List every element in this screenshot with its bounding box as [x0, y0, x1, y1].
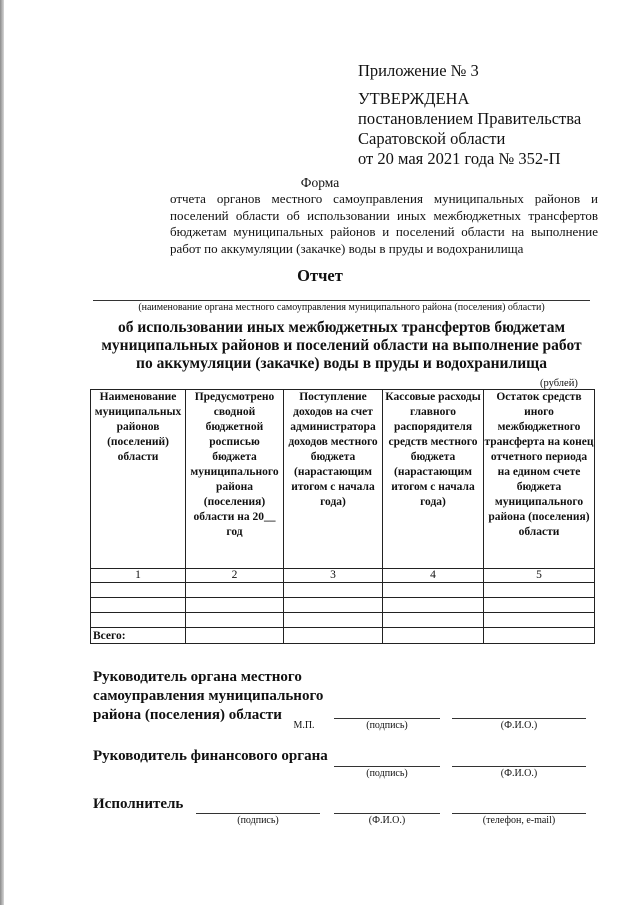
- table-cell: [284, 583, 383, 598]
- table-number-row: [91, 569, 595, 583]
- table-row: [91, 598, 595, 613]
- report-subtitle: [93, 319, 590, 373]
- header-cell: Остаток средств иного межбюджетного трансферта на конец отчетного периода на едином счете бюджета муниципального района (поселения) области: [484, 390, 595, 569]
- total-label: Всего:: [91, 628, 186, 644]
- approved-label: УТВЕРЖДЕНА: [358, 89, 470, 108]
- column-number: 4: [383, 569, 484, 583]
- table-cell: [383, 613, 484, 628]
- head-name-caption: (Ф.И.О.): [500, 720, 538, 731]
- finance-signatory-label: Руководитель финансового органа: [93, 748, 328, 764]
- subtitle-line-3: по аккумуляции (закачке) воды в пруды и водохранилища: [136, 355, 547, 372]
- column-number: 3: [284, 569, 383, 583]
- header-cell: Наименование муниципальных районов (поселений) области: [91, 390, 186, 569]
- approved-line-3: от 20 мая 2021 года № 352-П: [358, 149, 561, 168]
- table-total-row: [91, 628, 595, 644]
- table-cell: [383, 598, 484, 613]
- table-row: [91, 583, 595, 598]
- report-table: [90, 389, 595, 644]
- column-number: 2: [186, 569, 284, 583]
- approved-line-1: постановлением Правительства: [358, 109, 582, 128]
- finance-signature-line: [334, 766, 440, 767]
- executor-name-caption: (Ф.И.О.): [368, 815, 406, 826]
- head-signatory-label: [93, 668, 323, 725]
- table-row: [91, 613, 595, 628]
- subtitle-line-1: об использовании иных межбюджетных трансфертов бюджетам: [117, 319, 566, 336]
- executor-name-line: [334, 813, 440, 814]
- head-signature-caption: (подпись): [366, 720, 408, 731]
- header-cell: Предусмотрено сводной бюджетной росписью бюджета муниципального района (поселения) области на 20__ год: [186, 390, 284, 569]
- header-cell: Поступление доходов на счет администратора доходов местного бюджета (нарастающим итогом с начала года): [284, 390, 383, 569]
- table-cell: [186, 613, 284, 628]
- head-line-1: Руководитель органа местного: [93, 669, 302, 685]
- approved-line-2: Саратовской области: [358, 129, 506, 148]
- table-cell: [186, 583, 284, 598]
- table-cell: [284, 613, 383, 628]
- appendix-block: [358, 61, 581, 169]
- org-name-caption: (наименование органа местного самоуправления муниципального района (поселения) области): [138, 302, 545, 313]
- table-cell: [91, 583, 186, 598]
- executor-contact-line: [452, 813, 586, 814]
- table-cell: [284, 628, 383, 644]
- stamp-label: М.П.: [293, 720, 315, 731]
- table-cell: [91, 598, 186, 613]
- executor-signature-line: [196, 813, 320, 814]
- head-line-2: самоуправления муниципального: [93, 688, 324, 704]
- finance-name-line: [452, 766, 586, 767]
- table-cell: [284, 598, 383, 613]
- head-signature-line: [334, 718, 440, 719]
- form-label: Форма: [300, 175, 340, 190]
- head-line-3: района (поселения) области: [93, 707, 282, 723]
- column-number: 1: [91, 569, 186, 583]
- table-cell: [383, 583, 484, 598]
- executor-signature-caption: (подпись): [237, 815, 279, 826]
- form-description: отчета органов местного самоуправления муниципальных районов и поселений области об использовании иных межбюджетных трансфертов бюджетам муниципальных районов и поселений области на выполнение работ по аккумуляции (закачке) воды в пруды и водохранилища: [170, 191, 598, 256]
- executor-contact-caption: (телефон, e-mail): [482, 815, 556, 826]
- subtitle-line-2: муниципальных районов и поселений области на выполнение работ: [101, 337, 582, 354]
- table-cell: [186, 598, 284, 613]
- finance-name-caption: (Ф.И.О.): [500, 768, 538, 779]
- finance-signature-caption: (подпись): [366, 768, 408, 779]
- table-header-row: [91, 390, 595, 569]
- table-cell: [186, 628, 284, 644]
- table-cell: [383, 628, 484, 644]
- column-number: 5: [484, 569, 595, 583]
- table-cell: [91, 613, 186, 628]
- header-cell: Кассовые расходы главного распорядителя средств местного бюджета (нарастающим итогом с начала года): [383, 390, 484, 569]
- appendix-number: Приложение № 3: [358, 61, 479, 80]
- table-cell: [484, 598, 595, 613]
- org-name-line: [93, 300, 590, 301]
- report-title: Отчет: [297, 266, 343, 285]
- scan-edge: [0, 0, 4, 905]
- head-name-line: [452, 718, 586, 719]
- executor-label: Исполнитель: [93, 796, 184, 812]
- table-cell: [484, 583, 595, 598]
- units-label: (рублей): [540, 378, 578, 389]
- table-cell: [484, 628, 595, 644]
- table-cell: [484, 613, 595, 628]
